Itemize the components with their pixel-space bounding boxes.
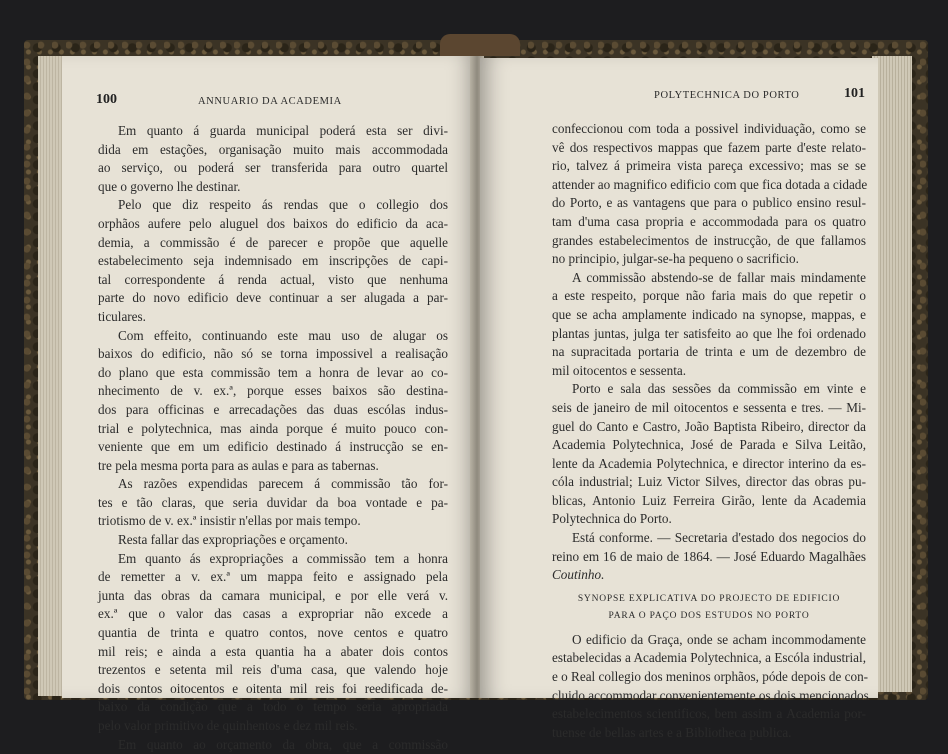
text-line: quantia de trinta e quatro contos, nove centos e quatro bbox=[98, 625, 448, 641]
text-line: Academia Polytechnica, José de Parada e Silva Leitão, bbox=[552, 437, 866, 453]
text-line: seis de janeiro de mil oitocentos e sessenta e tres. — Mi- bbox=[552, 399, 866, 415]
text-line: parte do novo edificio deve continuar a ser alugada a par- bbox=[98, 290, 448, 306]
text-line: mil reis; e ainda a esta quantia ha a abater dois contos bbox=[98, 643, 448, 659]
text-line: a este respeito, porque não faria mais do que repetir o bbox=[552, 288, 866, 304]
text-line: grandes estabelecimentos de instrucção, de que fallamos bbox=[552, 232, 866, 248]
text-line: que se acha amplamente indicado na synopse, mappas, e bbox=[552, 306, 866, 322]
text-line: Em quanto ao orçamento da obra, que a commissão bbox=[118, 736, 448, 752]
text-line: confeccionou com toda a possivel individuação, como se bbox=[552, 121, 866, 136]
right-page bbox=[480, 58, 878, 740]
text-line: Coutinho. bbox=[552, 567, 605, 583]
text-line: ex.ª que o valor das casas a expropriar não excede a bbox=[98, 606, 448, 622]
text-line: no principio, julgar-se-ha pequeno o sacrificio. bbox=[552, 251, 799, 267]
text-line: tal correspondente á renda actual, visto que nenhuma bbox=[98, 271, 448, 287]
text-line: trial e polytechnica, mas ainda porque é muito pouco con- bbox=[98, 420, 448, 436]
running-header: ANNUARIO DA ACADEMIA bbox=[198, 96, 342, 107]
text-line: Resta fallar das expropriações e orçamento. bbox=[118, 532, 348, 548]
text-line: attender ao magnifico edificio com que fica dotada a cidade bbox=[552, 176, 868, 192]
body-text bbox=[552, 120, 869, 742]
text-line: Com effeito, continuando este mau uso de alugar os bbox=[118, 327, 448, 343]
running-header: POLYTECHNICA DO PORTO bbox=[654, 90, 800, 101]
text-line: As razões expendidas parecem á commissão tão for- bbox=[118, 476, 448, 492]
text-line: estabelecimentos scientificos, bem assim a Academia por- bbox=[552, 706, 866, 722]
text-line: dois contos oitocentos e oitenta mil reis foi reedificada de- bbox=[98, 680, 448, 696]
text-line: Porto e sala das sessões da commissão em vinte e bbox=[572, 381, 866, 397]
text-line: veniente que em um edificio destinado á instrucção se en- bbox=[98, 439, 448, 455]
text-line: tre pela mesma porta para as aulas e para as tabernas. bbox=[98, 457, 379, 473]
text-line: Pelo que diz respeito ás rendas que o collegio dos bbox=[118, 197, 448, 213]
text-line: Está conforme. — Secretaria d'estado dos negocios do bbox=[572, 530, 866, 546]
text-line: triotismo de v. ex.ª insistir n'ellas por mais tempo. bbox=[98, 513, 361, 529]
text-line: lente da Academia Polytechnica, e director interino da es- bbox=[552, 455, 866, 471]
text-line: rio, talvez á primeira vista pareça excessivo; mas se se bbox=[552, 158, 866, 174]
text-line: tes e tão claras, que seria duvidar da boa vontade e pa- bbox=[98, 494, 448, 510]
text-line: ticulares. bbox=[98, 308, 146, 324]
text-line: Em quanto á guarda municipal poderá esta ser divi- bbox=[118, 123, 448, 138]
text-line: tuense de bellas artes e a Bibliotheca publica. bbox=[552, 724, 792, 740]
text-line: junta das obras da camara municipal, e por elle verá v. bbox=[98, 587, 448, 603]
text-line: que o governo lhe destinar. bbox=[98, 178, 241, 194]
text-line: demia, a commissão é de parecer e propõe que aquelle bbox=[98, 234, 448, 250]
text-line: cluido accommodar convenientemente os dois mencionados bbox=[552, 687, 869, 703]
page-number: 101 bbox=[844, 86, 865, 101]
text-line: tam d'uma casa propria e accommodada para os quatro bbox=[552, 213, 866, 229]
text-line: plantas juntas, julga ter satisfeito ao que lhe foi ordenado bbox=[552, 325, 866, 341]
text-line: e o Real collegio dos meninos orphãos, póde depois de con- bbox=[552, 669, 869, 685]
text-line: orphãos aufere pelo aluguel dos baixos do edificio da aca- bbox=[98, 215, 448, 231]
text-line: do plano que esta commissão tem a honra de levar ao co- bbox=[98, 364, 448, 380]
text-line: Em quanto ás expropriações a commissão tem a honra bbox=[118, 550, 448, 566]
book-spine bbox=[440, 34, 520, 56]
text-line: ao serviço, ou poderá ser transferida para outro quartel bbox=[98, 160, 448, 176]
text-line: cóla industrial; Luiz Victor Silves, director das obras pu- bbox=[552, 474, 866, 490]
text-line: trezentos e setenta mil reis d'uma casa, que valendo hoje bbox=[98, 662, 448, 678]
left-page bbox=[62, 56, 476, 752]
text-line: dida em estações, organisação muito mais accommodada bbox=[98, 141, 448, 157]
text-line: blicas, Antonio Luiz Ferreira Girão, lente da Academia bbox=[552, 492, 866, 508]
text-line: reino em 16 de maio de 1864. — José Eduardo Magalhães bbox=[552, 548, 866, 564]
text-line: Polytechnica do Porto. bbox=[552, 511, 672, 527]
text-line: baixo da condição que a todo o tempo seria apropriada bbox=[98, 699, 448, 715]
text-line: do Porto, e as vantagens que para o publico ensino resul- bbox=[552, 195, 866, 211]
text-line: mil oitocentos e sessenta. bbox=[552, 362, 687, 378]
text-line: dos para officinas e arrecadações das duas escólas indus- bbox=[98, 401, 448, 417]
section-heading: SYNOPSE EXPLICATIVA DO PROJECTO DE EDIFICIO bbox=[577, 593, 841, 604]
page-edges-right bbox=[872, 56, 912, 692]
text-line: vê dos respectivos mappas que fazem parte d'este relato- bbox=[552, 139, 866, 155]
section-heading: PARA O PAÇO DOS ESTUDOS NO PORTO bbox=[608, 610, 810, 621]
page-number: 100 bbox=[96, 92, 117, 107]
text-line: na supracitada portaria de trinta e um de dezembro de bbox=[552, 344, 866, 360]
text-line: baixos do edificio, não só se torna impossivel a realisação bbox=[98, 346, 448, 362]
body-text bbox=[98, 122, 448, 754]
text-line: estabelecidas a Academia Polytechnica, a Escóla industrial, bbox=[552, 650, 866, 666]
text-line: A commissão abstendo-se de fallar mais mindamente bbox=[572, 269, 866, 285]
text-line: de remetter a v. ex.ª um mappa feito e assignado pela bbox=[98, 569, 448, 585]
text-line: estabelecimento seja indemnisado em inscripções de capi- bbox=[98, 253, 448, 269]
text-line: guel do Canto e Castro, João Baptista Ribeiro, director da bbox=[552, 418, 866, 434]
text-line: pelo valor primitivo de quinhentos e dez mil reis. bbox=[98, 718, 358, 733]
text-line: O edificio da Graça, onde se acham incommodamente bbox=[572, 631, 866, 647]
text-line: nhecimento de v. ex.ª, porque esses baixos são destina- bbox=[98, 383, 448, 399]
